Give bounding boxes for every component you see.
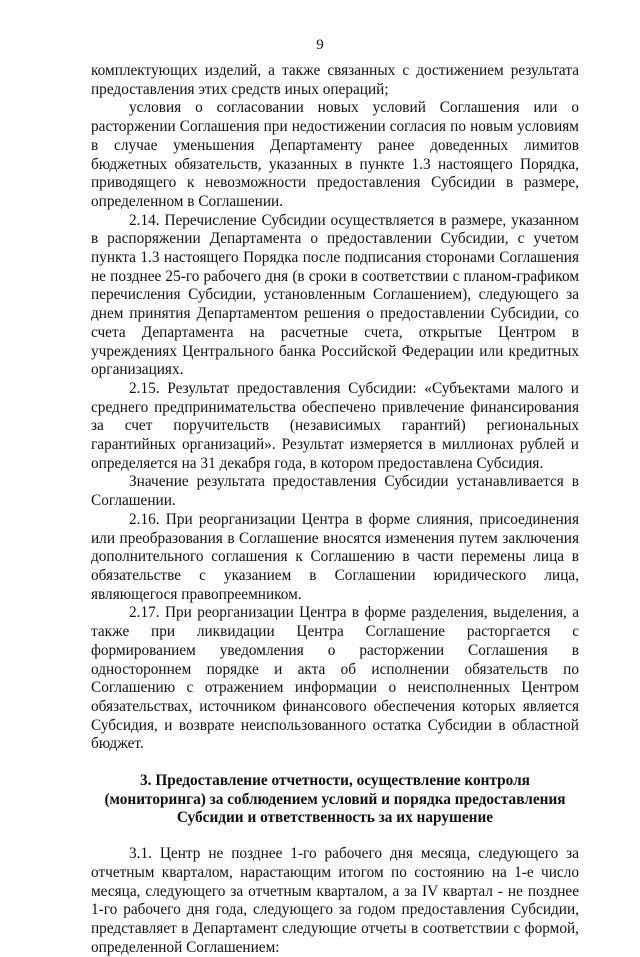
paragraph-continuation: комплектующих изделий, а также связанных с достижением результата предоставления этих средств иных операций;	[91, 62, 579, 98]
paragraph-2-16: 2.16. При реорганизации Центра в форме слияния, присоединения или преобразования в Соглашение вносятся изменения путем заключения дополнительного соглашения к Соглашению в части перемены лица в обязательстве с указанием в Соглашении юридического лица, являющегося правопреемником.	[91, 510, 579, 603]
section-3-heading-line-1: 3. Предоставление отчетности, осуществление контроля	[140, 772, 530, 790]
paragraph-result-value: Значение результата предоставления Субсидии устанавливается в Соглашении.	[91, 473, 579, 510]
paragraph-agreement-conditions: условия о согласовании новых условий Соглашения или о расторжении Соглашения при недостижении согласия по новым условиям в случае уменьшения Департаменту ранее доведенных лимитов бюджетных обязательств, указанных в пункте 1.3 настоящего Порядка, приводящего к невозможности предоставления Субсидии в размере, определенном в Соглашении.	[91, 99, 579, 210]
paragraph-3-1: 3.1. Центр не позднее 1-го рабочего дня месяца, следующего за отчетным кварталом, нарастающим итогом по состоянию на 1-е число месяца, следующего за отчетным кварталом, а за IV квартал - не позднее 1-го рабочего дня года, следующего за годом предоставления Субсидии, представляет в Департамент следующие отчеты в соответствии с формой, определенной Соглашением:	[91, 845, 579, 956]
section-3-heading-line-2: (мониторинга) за соблюдением условий и порядка предоставления	[104, 790, 566, 808]
section-3-heading	[91, 754, 579, 845]
page-number: 9	[316, 37, 324, 53]
document-body	[91, 62, 579, 957]
paragraph-2-14: 2.14. Перечисление Субсидии осуществляется в размере, указанном в распоряжении Департамента о предоставлении Субсидии, с учетом пункта 1.3 настоящего Порядка после подписания сторонами Соглашения не позднее 25-го рабочего дня (в сроки в соответствии с планом-графиком перечисления Субсидии, установленным Соглашением), следующего за днем принятия Департаментом решения о предоставлении Субсидии, со счета Департамента на расчетные счета, открытые Центром в учреждениях Центрального банка Российской Федерации или кредитных организациях.	[91, 211, 579, 379]
paragraph-2-17: 2.17. При реорганизации Центра в форме разделения, выделения, а также при ликвидации Центра Соглашение расторгается с формированием уведомления о расторжении Соглашения в одностороннем порядке и акта об исполнении обязательств по Соглашению с отражением информации о неисполненных Центром обязательствах, источником финансового обеспечения которых является Субсидия, и возврате неиспользованного остатка Субсидии в областной бюджет.	[91, 604, 579, 753]
section-3-heading-line-3: Субсидии и ответственность за их нарушение	[176, 809, 494, 827]
paragraph-2-15: 2.15. Результат предоставления Субсидии: «Субъектами малого и среднего предпринимательства обеспечено привлечение финансирования за счет поручительств (независимых гарантий) региональных гарантийных организаций». Результат измеряется в миллионах рублей и определяется на 31 декабря года, в котором предоставлена Субсидия.	[91, 379, 579, 472]
